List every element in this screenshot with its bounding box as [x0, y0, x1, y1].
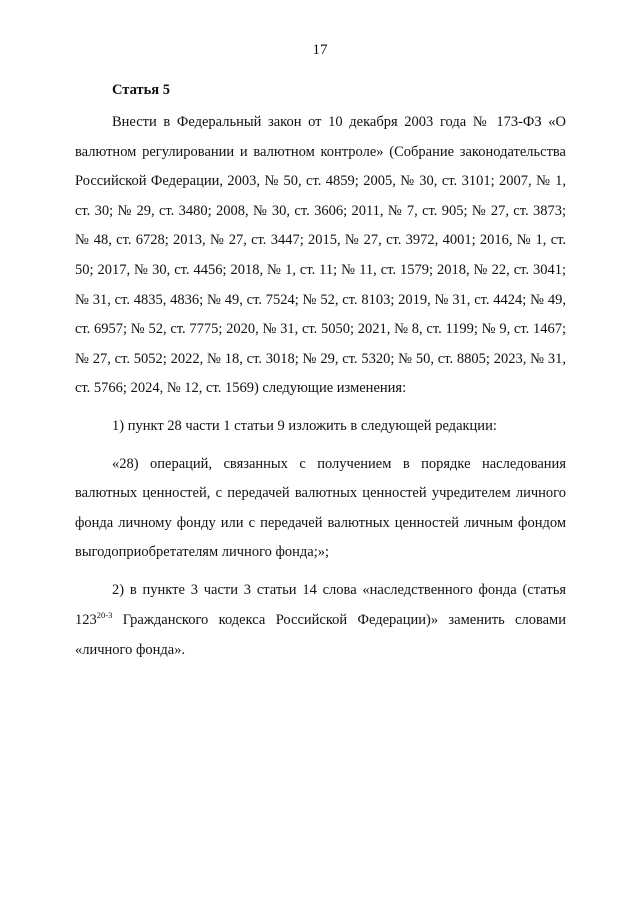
- item-2-text-start: 2) в пункте 3 части 3 статьи 14 слова «наследственного фонда (статья 123: [75, 581, 566, 628]
- quoted-amendment-paragraph: «28) операций, связанных с получением в порядке наследования валютных ценностей, с передачей валютных ценностей учредителем личного фонда личному фонду или с передачей валютных ценностей личным фондом выгодоприобретателям личного фонда;»;: [75, 455, 566, 561]
- item-1-paragraph: 1) пункт 28 части 1 статьи 9 изложить в следующей редакции:: [112, 417, 497, 434]
- item-2-text-end: Гражданского кодекса Российской Федерации)» заменить словами «личного фонда».: [75, 611, 566, 659]
- item-2-paragraph: [75, 576, 566, 666]
- article-heading: Статья 5: [112, 82, 170, 98]
- article-body: [75, 108, 566, 666]
- page-number: 17: [312, 42, 328, 58]
- article-number-superscript: 20-3: [96, 609, 113, 620]
- intro-paragraph: Внести в Федеральный закон от 10 декабря 2003 года № 173-ФЗ «О валютном регулировании и валютном контроле» (Собрание законодательства Российской Федерации, 2003, № 50, ст. 4859; 2005, № 30, ст. 3101; 2007, № 1, ст. 30; № 29, ст. 3480; 2008, № 30, ст. 3606; 2011, № 7, ст. 905; № 27, ст. 3873; № 48, ст. 6728; 2013, № 27, ст. 3447; 2015, № 27, ст. 3972, 4001; 2016, № 1, ст. 50; 2017, № 30, ст. 4456; 2018, № 1, ст. 11; № 11, ст. 1579; 2018, № 22, ст. 3041; № 31, ст. 4835, 4836; № 49, ст. 7524; № 52, ст. 8103; 2019, № 31, ст. 4424; № 49, ст. 6957; № 52, ст. 7775; 2020, № 31, ст. 5050; 2021, № 8, ст. 1199; № 9, ст. 1467; № 27, ст. 5052; 2022, № 18, ст. 3018; № 29, ст. 5320; № 50, ст. 8805; 2023, № 31, ст. 5766; 2024, № 12, ст. 1569) следующие изменения:: [75, 114, 566, 397]
